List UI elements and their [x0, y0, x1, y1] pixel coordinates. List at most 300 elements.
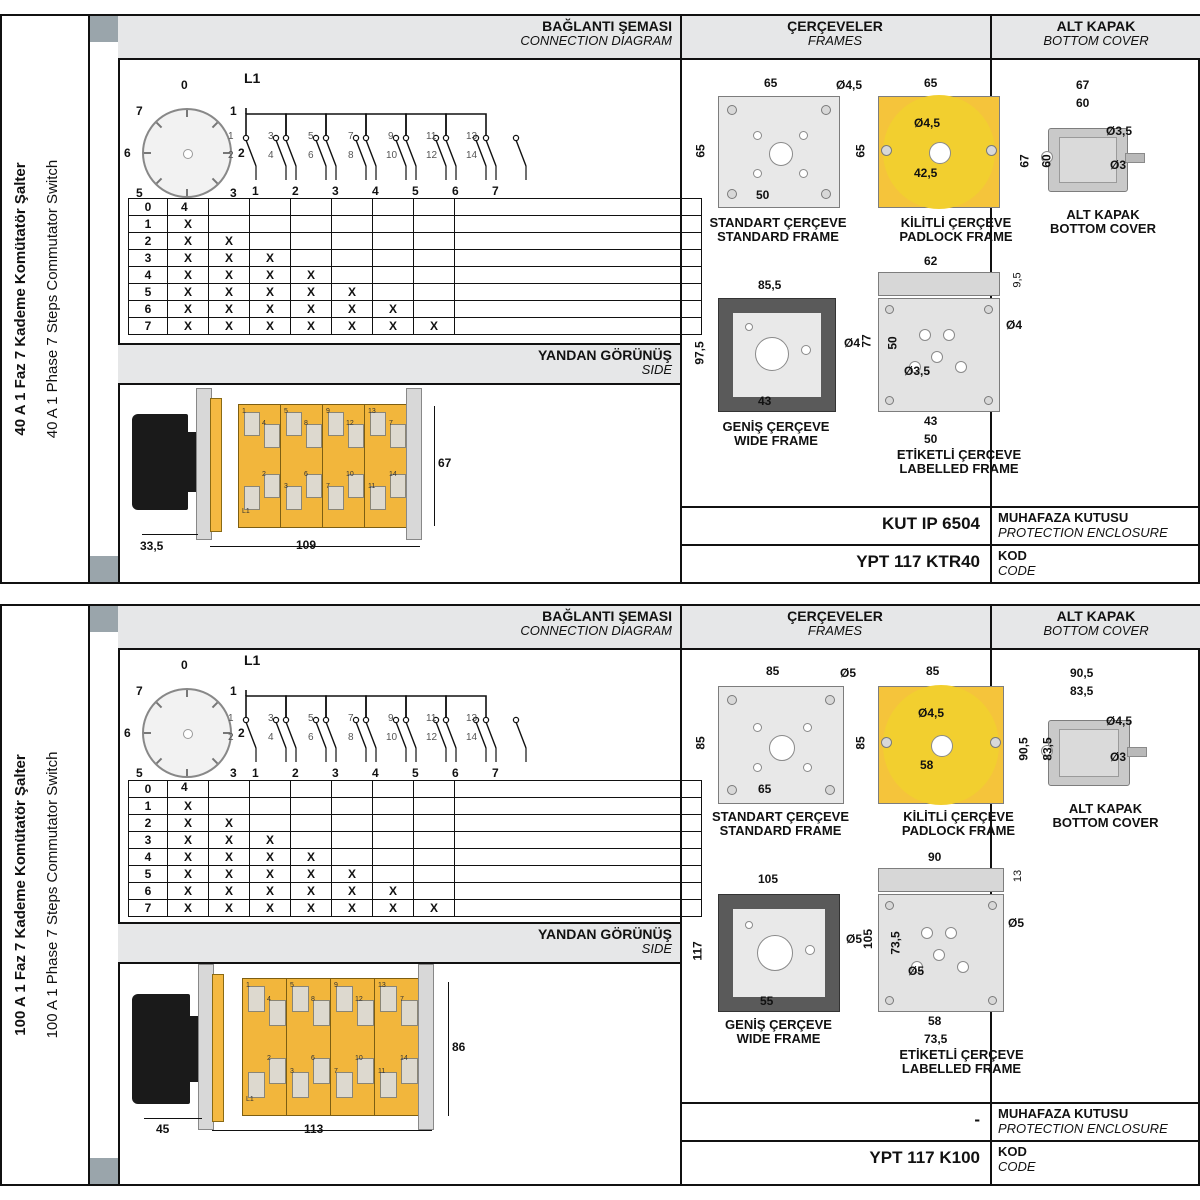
header-frames-tr: ÇERÇEVELER	[787, 608, 883, 624]
table-row	[129, 866, 702, 883]
panel-100a-label-en: 100 A 1 Phase 7 Steps Commutator Switch	[44, 751, 61, 1039]
pair-number-14: 14	[466, 732, 478, 743]
contact-cell: X	[291, 849, 332, 866]
contact-cell: X	[291, 301, 332, 318]
step-number-cell: 1	[129, 798, 168, 815]
contact-cell	[291, 233, 332, 250]
pad-frame-width: 85	[926, 664, 940, 678]
dim-height: 86	[452, 1040, 466, 1054]
pad-frame-height: 85	[853, 736, 868, 750]
dial-number-0: 0	[181, 78, 188, 92]
front-module	[210, 398, 222, 532]
contact-cell	[250, 781, 291, 798]
step-number-cell: 3	[129, 250, 168, 267]
table-row	[129, 233, 702, 250]
cover-width-2: 83,5	[1070, 684, 1094, 698]
contact-cell	[414, 883, 455, 900]
contact-cell: X	[332, 883, 373, 900]
contact-cell: X	[168, 318, 209, 335]
panel-40a-label-tr: 40 A 1 Faz 7 Kademe Komütatör Şalter	[12, 162, 29, 436]
pair-number-2: 2	[228, 732, 234, 743]
contact-cell	[209, 216, 250, 233]
table-spacer-cell	[455, 199, 702, 216]
header-side-tr: YANDAN GÖRÜNÜŞ	[537, 347, 672, 363]
table-spacer-cell	[455, 318, 702, 335]
contact-cell	[332, 815, 373, 832]
std-frame-hole: Ø5	[840, 666, 857, 680]
pair-number-10: 10	[386, 732, 398, 743]
wide-frame-hole: Ø4	[844, 336, 861, 350]
panel-40a-content: BAĞLANTI ŞEMASI CONNECTION DIAGRAM ÇERÇEVELER FRAMES ALT KAPAK BOTTOM COVER 0 1 2 3 4 5 6 7 L1 1 2 3 4 5 6 7 8 9 10 11 12 13 14 1 2 3 4 5 6 7 0 1 X 2 X X 3 X X X 4 X X X X 5 X X X X X 6 X X X X X X 7 X X X X X X X YANDAN GÖRÜNÜŞ SIDE 1 4 5 8 9 12 13 7 2 3 6 7 10 11 14 L1 33,5 109 67 65 65 50 Ø4,5 STANDART ÇERÇEVE STANDARD FRAME 65 65 42,5 Ø4,5 KİLİTLİ ÇERÇEVE PADLOCK FRAME 85,5 97,5 43 Ø4 GENİŞ ÇERÇEVE WIDE FRAME 62 9,5 77 50 Ø4 Ø3,5 43 50 ETİKETLİ ÇERÇEVE LABELLED FRAME 67 60 67 60 Ø3,5 Ø3 ALT KAPAK BOTTOM COVER KUT IP 6504 MUHAFAZA KUTUSU PROTECTION ENCLOSURE YPT 117 KTR40 KOD CODE	[118, 16, 1198, 582]
header-connection-tr: BAĞLANTI ŞEMASI	[542, 18, 672, 34]
column-number-1: 1	[252, 766, 259, 780]
phase-label-l1: L1	[244, 652, 261, 668]
pair-number-4: 4	[268, 150, 274, 161]
contact-cell	[332, 216, 373, 233]
contact-cell: X	[250, 284, 291, 301]
dim-depth: 33,5	[140, 539, 164, 553]
contact-cell: X	[168, 849, 209, 866]
wide-frame-height: 97,5	[692, 341, 707, 365]
table-row	[129, 301, 702, 318]
step-number-cell: 6	[129, 301, 168, 318]
contact-cell	[332, 267, 373, 284]
dial-hub	[183, 729, 193, 739]
column-number-7: 7	[492, 766, 499, 780]
column-number-6: 6	[452, 766, 459, 780]
contact-cell: X	[373, 883, 414, 900]
pad-frame-inner: 58	[920, 758, 934, 772]
labelled-frame-caption: ETİKETLİ ÇERÇEVE LABELLED FRAME	[899, 1047, 1024, 1077]
code-label: KOD CODE	[998, 1144, 1036, 1174]
pair-number-7: 7	[348, 131, 354, 142]
header-side-en: SIDE	[641, 361, 672, 377]
contact-cell: X	[250, 301, 291, 318]
contact-cell: X	[209, 849, 250, 866]
header-frames	[680, 606, 990, 650]
contact-cell	[209, 781, 250, 798]
pair-number-1: 1	[228, 713, 234, 724]
contact-cell: X	[209, 318, 250, 335]
contact-cell: X	[414, 900, 455, 917]
pad-frame-width: 65	[924, 76, 938, 90]
labelled-frame-tag	[878, 272, 1000, 296]
contact-cell	[373, 216, 414, 233]
dial-number-5: 5	[136, 186, 143, 200]
phase-label-l1: L1	[244, 70, 261, 86]
contact-cell	[291, 250, 332, 267]
std-frame-height: 65	[693, 144, 708, 158]
contact-cell	[291, 199, 332, 216]
cover-height-2: 60	[1039, 154, 1054, 168]
step-contact-table	[128, 780, 702, 917]
wide-frame-inner: 43	[758, 394, 772, 408]
dim-length: 109	[296, 538, 317, 552]
header-frames	[680, 16, 990, 60]
table-row	[129, 849, 702, 866]
column-number-1: 1	[252, 184, 259, 198]
contact-cell: X	[168, 284, 209, 301]
pad-frame-hole: Ø4,5	[914, 116, 941, 130]
pair-number-9: 9	[388, 713, 394, 724]
table-row	[129, 781, 702, 798]
dial-number-4: 4	[181, 780, 188, 794]
contact-cell	[414, 267, 455, 284]
contact-cell	[414, 233, 455, 250]
table-row	[129, 900, 702, 917]
contact-cell	[250, 798, 291, 815]
step-number-cell: 5	[129, 866, 168, 883]
contact-cell	[291, 798, 332, 815]
pair-number-11: 11	[426, 713, 437, 724]
contact-cell: X	[291, 883, 332, 900]
pad-frame-height: 65	[853, 144, 868, 158]
column-number-4: 4	[372, 766, 379, 780]
pair-number-12: 12	[426, 732, 438, 743]
dial-number-1: 1	[230, 104, 237, 118]
lab-frame-width: 62	[924, 254, 938, 268]
contact-cell: X	[209, 883, 250, 900]
contact-cell	[373, 233, 414, 250]
table-row	[129, 815, 702, 832]
standard-frame-caption: STANDART ÇERÇEVE STANDARD FRAME	[709, 215, 847, 245]
code-value: YPT 117 KTR40	[856, 552, 980, 571]
cover-height-1: 90,5	[1016, 737, 1031, 761]
contact-cell: X	[332, 900, 373, 917]
column-number-2: 2	[292, 184, 299, 198]
contact-cell: X	[168, 301, 209, 318]
lab-frame-thickness: 13	[1012, 869, 1025, 883]
contact-cell: X	[250, 883, 291, 900]
table-spacer-cell	[455, 267, 702, 284]
header-cover-en: BOTTOM COVER	[1043, 622, 1149, 638]
table-spacer-cell	[455, 832, 702, 849]
contact-cell: X	[250, 267, 291, 284]
pair-number-4: 4	[268, 732, 274, 743]
contact-cell: X	[168, 866, 209, 883]
table-row	[129, 284, 702, 301]
contact-cell: X	[373, 318, 414, 335]
column-number-3: 3	[332, 184, 339, 198]
pair-number-1: 1	[228, 131, 234, 142]
contact-cell: X	[209, 301, 250, 318]
panel-100a-content: BAĞLANTI ŞEMASI CONNECTION DIAGRAM ÇERÇEVELER FRAMES ALT KAPAK BOTTOM COVER 0 1 2 3 4 5 6 7 L1 1 2 3 4 5 6 7 8 9 10 11 12 13 14 1 2 3 4 5 6 7 0 1 X 2 X X 3 X X X 4 X X X X 5 X X X X X 6 X X X X X X 7 X X X X X X X YANDAN GÖRÜNÜŞ SIDE 1 4 5 8 9 12 13 7 2 3 6 7 10 11 14 L1 45 113 86 85 85 65 Ø5 STANDART ÇERÇEVE STANDARD FRAME 85 85 58 Ø4,5 KİLİTLİ ÇERÇEVE PADLOCK FRAME 105 117 55 Ø5 GENİŞ ÇERÇEVE WIDE FRAME 90 13 105 73,5 Ø5 Ø5 58 73,5 ETİKETLİ ÇERÇEVE LABELLED FRAME 90,5 83,5 90,5 83,5 Ø4,5 Ø3 ALT KAPAK BOTTOM COVER - MUHAFAZA KUTUSU PROTECTION ENCLOSURE YPT 117 K100 KOD CODE	[118, 606, 1198, 1184]
lab-frame-hole: Ø5	[1008, 916, 1025, 930]
contact-cell	[414, 250, 455, 267]
pair-number-11: 11	[426, 131, 437, 142]
header-bottom-cover	[990, 606, 1200, 650]
header-connection-diagram	[118, 606, 680, 650]
contact-cell: X	[168, 798, 209, 815]
dim-height: 67	[438, 456, 452, 470]
table-row	[129, 199, 702, 216]
lab-frame-hole: Ø4	[1006, 318, 1023, 332]
step-number-cell: 2	[129, 815, 168, 832]
contact-cell: X	[250, 318, 291, 335]
cover-hole-1: Ø4,5	[1106, 714, 1133, 728]
contact-cell	[373, 832, 414, 849]
contact-cell	[373, 849, 414, 866]
contact-cell: X	[414, 318, 455, 335]
contact-cell: X	[168, 832, 209, 849]
column-number-7: 7	[492, 184, 499, 198]
step-number-cell: 5	[129, 284, 168, 301]
contact-cell: X	[291, 318, 332, 335]
gray-block-top	[90, 16, 118, 42]
std-frame-width: 85	[766, 664, 780, 678]
contact-cell	[414, 798, 455, 815]
panel-100a-gray-bar	[90, 606, 120, 1184]
table-spacer-cell	[455, 233, 702, 250]
table-spacer-cell	[455, 883, 702, 900]
contact-cell: X	[291, 866, 332, 883]
dial-number-4: 4	[181, 200, 188, 214]
dial-number-1: 1	[230, 684, 237, 698]
contact-cell	[414, 866, 455, 883]
contact-cell	[250, 815, 291, 832]
enclosure-value: -	[974, 1110, 980, 1129]
switch-knob	[132, 414, 188, 510]
table-row	[129, 883, 702, 900]
header-cover-tr: ALT KAPAK	[1056, 18, 1136, 34]
panel-40a	[0, 14, 1200, 584]
pair-number-14: 14	[466, 150, 478, 161]
table-spacer-cell	[455, 900, 702, 917]
step-number-cell: 4	[129, 267, 168, 284]
cover-hole-1: Ø3,5	[1106, 124, 1133, 138]
contact-cell	[373, 250, 414, 267]
code-label: KOD CODE	[998, 548, 1036, 578]
contact-cell	[291, 781, 332, 798]
cover-hole-2: Ø3	[1110, 750, 1127, 764]
panel-40a-side-labels	[2, 16, 90, 582]
contact-cell	[373, 199, 414, 216]
contact-cell	[373, 284, 414, 301]
dim-depth: 45	[156, 1122, 170, 1136]
wide-frame-caption: GENİŞ ÇERÇEVE WIDE FRAME	[725, 1017, 832, 1047]
step-number-cell: 1	[129, 216, 168, 233]
contact-cell: X	[291, 284, 332, 301]
table-spacer-cell	[455, 781, 702, 798]
enclosure-value: KUT IP 6504	[882, 514, 980, 533]
gray-block-top	[90, 606, 118, 632]
header-bottom-cover	[990, 16, 1200, 60]
contact-cell	[373, 798, 414, 815]
wide-frame-graphic	[718, 298, 836, 412]
padlock-frame-caption: KİLİTLİ ÇERÇEVE PADLOCK FRAME	[901, 809, 1016, 839]
contact-cell: X	[373, 900, 414, 917]
contact-cell: X	[250, 849, 291, 866]
lab-frame-height: 105	[861, 928, 876, 950]
table-row	[129, 267, 702, 284]
pair-number-6: 6	[308, 150, 314, 161]
padlock-frame-graphic	[878, 96, 1000, 208]
contact-cell: X	[373, 301, 414, 318]
cover-hole-2: Ø3	[1110, 158, 1127, 172]
panel-40a-label-en: 40 A 1 Phase 7 Steps Commutator Switch	[44, 159, 61, 439]
pair-number-12: 12	[426, 150, 438, 161]
column-number-5: 5	[412, 184, 419, 198]
wide-frame-inner: 55	[760, 994, 774, 1008]
table-row	[129, 216, 702, 233]
contact-cell: X	[168, 216, 209, 233]
contact-cell: X	[209, 267, 250, 284]
lab-frame-hole2: Ø3,5	[904, 364, 931, 378]
pad-frame-inner: 42,5	[914, 166, 938, 180]
selector-dial	[142, 688, 232, 778]
cover-height-1: 67	[1017, 154, 1032, 168]
dial-number-6: 6	[124, 726, 131, 740]
pair-number-8: 8	[348, 150, 354, 161]
pair-number-3: 3	[268, 131, 274, 142]
panel-100a	[0, 604, 1200, 1186]
contact-cell: X	[332, 284, 373, 301]
std-frame-inner: 65	[758, 782, 772, 796]
contact-cell	[332, 199, 373, 216]
contact-cell	[250, 199, 291, 216]
header-side-tr: YANDAN GÖRÜNÜŞ	[537, 926, 672, 942]
gray-block-bottom	[90, 1158, 118, 1184]
table-row	[129, 832, 702, 849]
table-spacer-cell	[455, 815, 702, 832]
contact-cell	[332, 233, 373, 250]
contact-cell	[250, 216, 291, 233]
switch-knob	[132, 994, 190, 1104]
labelled-frame-caption: ETİKETLİ ÇERÇEVE LABELLED FRAME	[896, 447, 1022, 477]
header-side-view	[118, 343, 680, 385]
dial-number-0: 0	[181, 658, 188, 672]
header-side-en: SIDE	[641, 940, 672, 956]
panel-40a-gray-bar	[90, 16, 120, 582]
pair-number-3: 3	[268, 713, 274, 724]
contact-cell	[414, 781, 455, 798]
enclosure-label: MUHAFAZA KUTUSU PROTECTION ENCLOSURE	[998, 510, 1168, 540]
contact-cell	[414, 284, 455, 301]
table-spacer-cell	[455, 301, 702, 318]
contact-cell	[209, 798, 250, 815]
step-number-cell: 0	[129, 199, 168, 216]
contact-cell: X	[250, 832, 291, 849]
contact-cell: X	[168, 250, 209, 267]
code-value: YPT 117 K100	[869, 1148, 980, 1167]
selector-dial	[142, 108, 232, 198]
dial-number-2: 2	[238, 726, 245, 740]
pair-number-13: 13	[466, 131, 478, 142]
table-spacer-cell	[455, 216, 702, 233]
header-connection-diagram	[118, 16, 680, 60]
contact-cell: X	[168, 267, 209, 284]
bottom-cover-caption: ALT KAPAK BOTTOM COVER	[1050, 207, 1156, 237]
lab-frame-thickness: 9,5	[1011, 272, 1024, 288]
wide-frame-graphic	[718, 894, 840, 1012]
contact-cell	[414, 199, 455, 216]
contact-cell: X	[291, 900, 332, 917]
lab-frame-hole2: Ø5	[908, 964, 925, 978]
pair-number-2: 2	[228, 150, 234, 161]
column-number-2: 2	[292, 766, 299, 780]
lab-frame-innerh: 73,5	[888, 931, 903, 955]
pad-frame-hole: Ø4,5	[918, 706, 945, 720]
rear-plate	[406, 388, 422, 540]
contact-cell: X	[250, 250, 291, 267]
step-number-cell: 4	[129, 849, 168, 866]
contact-cell	[291, 216, 332, 233]
standard-frame-graphic	[718, 686, 844, 804]
header-connection-tr: BAĞLANTI ŞEMASI	[542, 608, 672, 624]
cover-width-1: 67	[1076, 78, 1090, 92]
contact-cell	[414, 301, 455, 318]
header-cover-en: BOTTOM COVER	[1043, 32, 1149, 48]
cover-height-2: 83,5	[1040, 737, 1055, 761]
rear-plate	[418, 964, 434, 1130]
header-connection-en: CONNECTION DIAGRAM	[520, 32, 672, 48]
contact-cell	[414, 815, 455, 832]
header-frames-tr: ÇERÇEVELER	[787, 18, 883, 34]
pair-number-10: 10	[386, 150, 398, 161]
header-frames-en: FRAMES	[807, 622, 863, 638]
dial-number-6: 6	[124, 146, 131, 160]
dial-number-3: 3	[230, 766, 237, 780]
wide-frame-height: 117	[690, 941, 705, 961]
header-cover-tr: ALT KAPAK	[1056, 608, 1136, 624]
step-number-cell: 3	[129, 832, 168, 849]
contact-cell: X	[209, 832, 250, 849]
contact-cell: X	[291, 267, 332, 284]
enclosure-label: MUHAFAZA KUTUSU PROTECTION ENCLOSURE	[998, 1106, 1168, 1136]
contact-cell	[250, 233, 291, 250]
dial-number-3: 3	[230, 186, 237, 200]
dim-length: 113	[304, 1122, 324, 1136]
dial-number-7: 7	[136, 684, 143, 698]
cover-width-1: 90,5	[1070, 666, 1094, 680]
pair-number-13: 13	[466, 713, 478, 724]
padlock-frame-caption: KİLİTLİ ÇERÇEVE PADLOCK FRAME	[899, 215, 1013, 245]
dial-hub	[183, 149, 193, 159]
cover-width-2: 60	[1076, 96, 1090, 110]
labelled-frame-graphic	[878, 298, 1000, 412]
contact-cell	[414, 832, 455, 849]
lab-frame-innerh: 50	[885, 336, 900, 350]
column-number-6: 6	[452, 184, 459, 198]
column-number-5: 5	[412, 766, 419, 780]
contact-cell	[373, 866, 414, 883]
table-spacer-cell	[455, 284, 702, 301]
lab-frame-width: 90	[928, 850, 942, 864]
step-number-cell: 0	[129, 781, 168, 798]
step-number-cell: 7	[129, 318, 168, 335]
contact-cell	[168, 781, 209, 798]
step-contact-table	[128, 198, 702, 335]
std-frame-hole: Ø4,5	[836, 78, 863, 92]
labelled-frame-tag	[878, 868, 1004, 892]
contact-cell: X	[168, 900, 209, 917]
wide-frame-width: 85,5	[758, 278, 782, 292]
contact-cell	[414, 849, 455, 866]
contact-cell: X	[209, 900, 250, 917]
step-number-cell: 2	[129, 233, 168, 250]
pair-number-6: 6	[308, 732, 314, 743]
table-spacer-cell	[455, 849, 702, 866]
contact-cell: X	[332, 866, 373, 883]
contact-cell	[332, 250, 373, 267]
header-connection-en: CONNECTION DIAGRAM	[520, 622, 672, 638]
table-spacer-cell	[455, 250, 702, 267]
contact-cell: X	[168, 815, 209, 832]
standard-frame-graphic	[718, 96, 840, 208]
divider-frames-cover	[990, 606, 992, 1102]
contact-cell	[373, 781, 414, 798]
wide-frame-caption: GENİŞ ÇERÇEVE WIDE FRAME	[722, 419, 830, 449]
